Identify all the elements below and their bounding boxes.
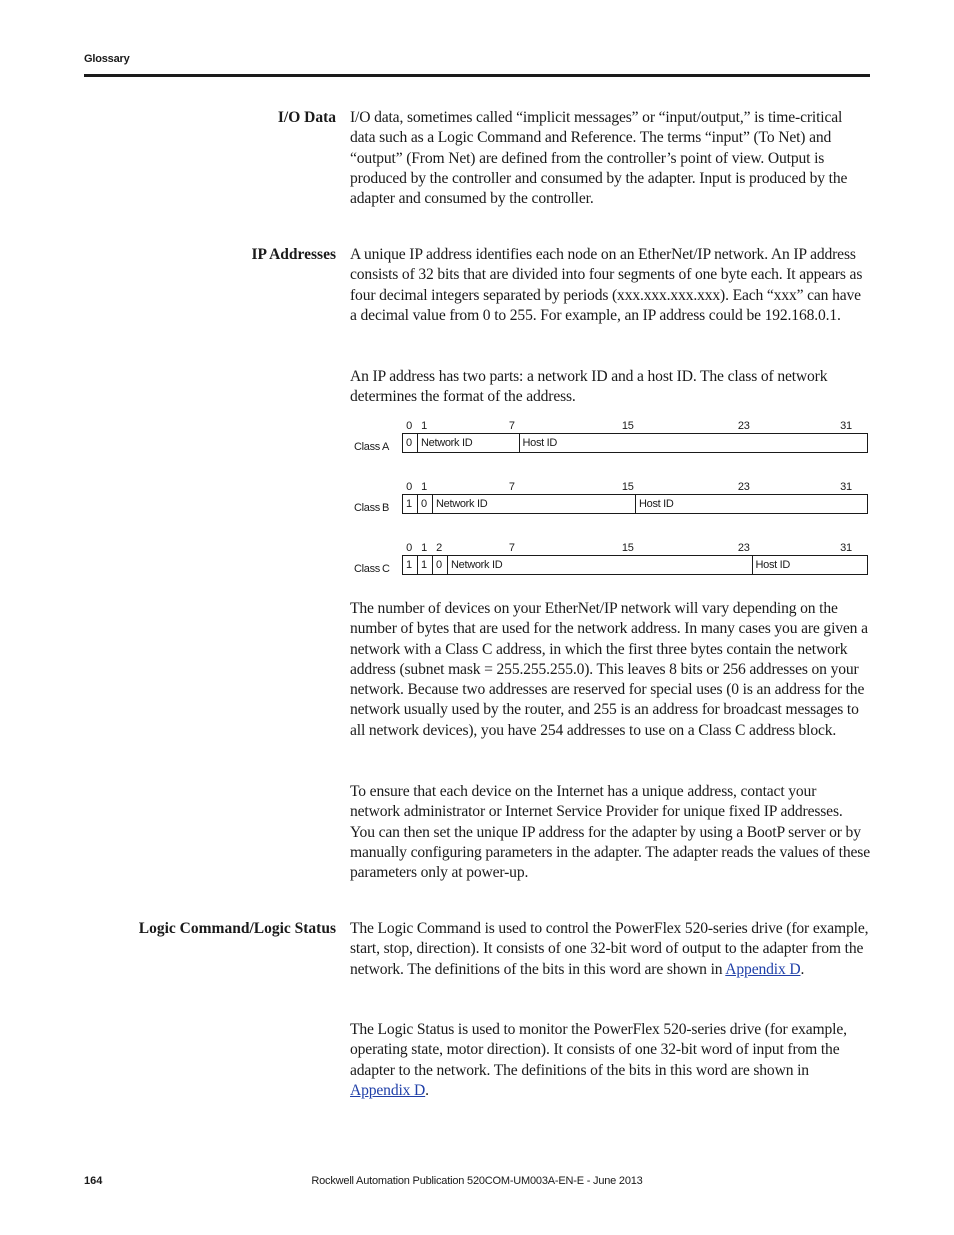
class-a-label: Class: [354, 441, 381, 453]
class-b-bit-tick-0: 0: [406, 481, 412, 493]
logic-status-period: .: [425, 1081, 429, 1099]
definition-io-data: [350, 108, 870, 209]
class-c-bit-tick-23: 23: [737, 542, 750, 554]
class-b-prefix-bit-1: 0: [418, 495, 433, 513]
term-ip-addresses: IP Addresses: [251, 246, 336, 263]
ip-class-a-diagram: [350, 420, 870, 480]
definition-ip-addresses-2: [350, 367, 870, 408]
class-c-bit-tick-15: 15: [621, 542, 634, 554]
ip-paragraph-4: To ensure that each device on the Internet has a unique address, contact your network administrator or Internet Service Provider for unique fixed IP addresses. You can then set the unique IP address for the adapter by using a BootP server or by manually configuring parameters in the adapter. The adapter reads the values of these parameters only at power-up.: [350, 783, 870, 882]
class-c-bit-tick-1: 1: [421, 542, 427, 554]
ip-paragraph-3: The number of devices on your EtherNet/IP network will vary depending on the number of bytes that are used for the network address. In many cases you are given a network with a Class C address, in which the first three bytes contain the network address (subnet mask = 255.255.255.0). This leaves 8 bits or 256 addresses on your network. Because two addresses are reserved for special uses (0 is an address for the network usually used by the router, and 255 is an address for broadcast messages to all network devices), you have 254 addresses to use on a Class C address block.: [350, 600, 868, 739]
header-rule: [84, 74, 870, 77]
class-b-network-id-field: Network ID: [433, 495, 636, 513]
definition-ip-addresses-3: [350, 599, 870, 741]
page-number: 164: [84, 1175, 103, 1187]
ip-paragraph-1: A unique IP address identifies each node on an EtherNet/IP network. An IP address consists of 32 bits that are divided into four segments of one byte each. It appears as four decimal integers separated by periods (xxx.xxx.xxx.xxx). Each “xxx” can have a decimal value from 0 to 255. For example, an IP address could be 192.168.0.1.: [350, 246, 863, 324]
term-io-data: I/O Data: [277, 109, 336, 126]
class-b-label: Class: [354, 502, 381, 514]
appendix-d-link-2[interactable]: Appendix D: [350, 1081, 426, 1099]
class-b-bit-tick-15: 15: [621, 481, 634, 493]
class-c-bit-tick-7: 7: [508, 542, 515, 554]
class-c-network-id-field: Network ID: [448, 556, 753, 574]
class-c-bit-tick-31: 31: [840, 542, 852, 554]
class-a-bit-tick-15: 15: [621, 420, 634, 432]
class-c-bit-field: [402, 555, 868, 575]
class-b-bit-tick-1: 1: [421, 481, 427, 493]
appendix-d-link[interactable]: Appendix D: [725, 960, 801, 978]
definition-ip-addresses-4: [350, 782, 870, 883]
logic-command-paragraph: [350, 919, 870, 980]
class-b-bit-tick-7: 7: [508, 481, 515, 493]
class-a-bit-tick-0: 0: [406, 420, 412, 432]
definition-logic-status: [350, 1020, 870, 1101]
logic-status-text: The Logic Status is used to monitor the PowerFlex 520-series drive (for example, operating state, motor direction). It consists of one 32-bit word of input from the adapter to the network. The definitions of the bits in this word are shown in: [350, 1021, 847, 1079]
ip-paragraph-2: An IP address has two parts: a network ID and a host ID. The class of network determines the format of the address.: [350, 368, 828, 406]
class-c-bit-tick-2: 2: [436, 542, 442, 554]
class-a-letter: A: [382, 441, 390, 453]
class-c-letter: C: [382, 563, 390, 575]
definition-logic-command: [350, 919, 870, 980]
class-b-letter: B: [382, 502, 390, 514]
class-b-bit-field: [402, 494, 868, 514]
class-c-label: Class: [354, 563, 381, 575]
class-b-bit-tick-23: 23: [737, 481, 750, 493]
class-b-host-id-field: Host ID: [639, 498, 674, 510]
class-a-bit-tick-7: 7: [508, 420, 515, 432]
class-a-bit-tick-31: 31: [840, 420, 852, 432]
term-logic-command-status: Logic Command/Logic Status: [138, 920, 336, 937]
class-b-prefix-bit-0: 1: [403, 495, 418, 513]
class-c-host-id-field: Host ID: [755, 559, 791, 571]
ip-class-b-diagram: [350, 481, 870, 541]
class-a-host-id-field: Host ID: [522, 437, 558, 449]
ip-class-c-diagram: [350, 542, 870, 602]
io-data-paragraph: I/O data, sometimes called “implicit messages” or “input/output,” is time-critical data such as a Logic Command and Reference. The terms “input” (To Net) and “output” (From Net) are defined from the controller’s point of view. Output is produced by the controller and consumed by the adapter. Input is produced by the adapter and consumed by the controller.: [350, 109, 848, 208]
class-b-bit-tick-31: 31: [840, 481, 852, 493]
class-c-prefix-bit-2: 0: [433, 556, 448, 574]
class-a-bit-field: [402, 433, 868, 453]
class-c-prefix-bit-0: 1: [403, 556, 418, 574]
logic-status-paragraph: [350, 1020, 870, 1101]
class-a-prefix-bit-0: 0: [403, 434, 418, 452]
class-a-bit-tick-23: 23: [737, 420, 750, 432]
publication-info: Rockwell Automation Publication 520COM-UM003A-EN-E - June 2013: [311, 1175, 643, 1187]
section-title: Glossary: [84, 53, 130, 65]
class-c-bit-tick-0: 0: [406, 542, 412, 554]
logic-command-period: .: [800, 960, 805, 978]
class-c-prefix-bit-1: 1: [418, 556, 433, 574]
class-a-bit-tick-1: 1: [421, 420, 427, 432]
definition-ip-addresses-1: [350, 245, 870, 326]
class-a-network-id-field: Network ID: [418, 434, 520, 452]
logic-command-text: The Logic Command is used to control the PowerFlex 520-series drive (for example, start, stop, direction). It consists of one 32-bit word of output to the adapter from the network. The definitions of the bits in this word are shown in: [350, 920, 869, 978]
